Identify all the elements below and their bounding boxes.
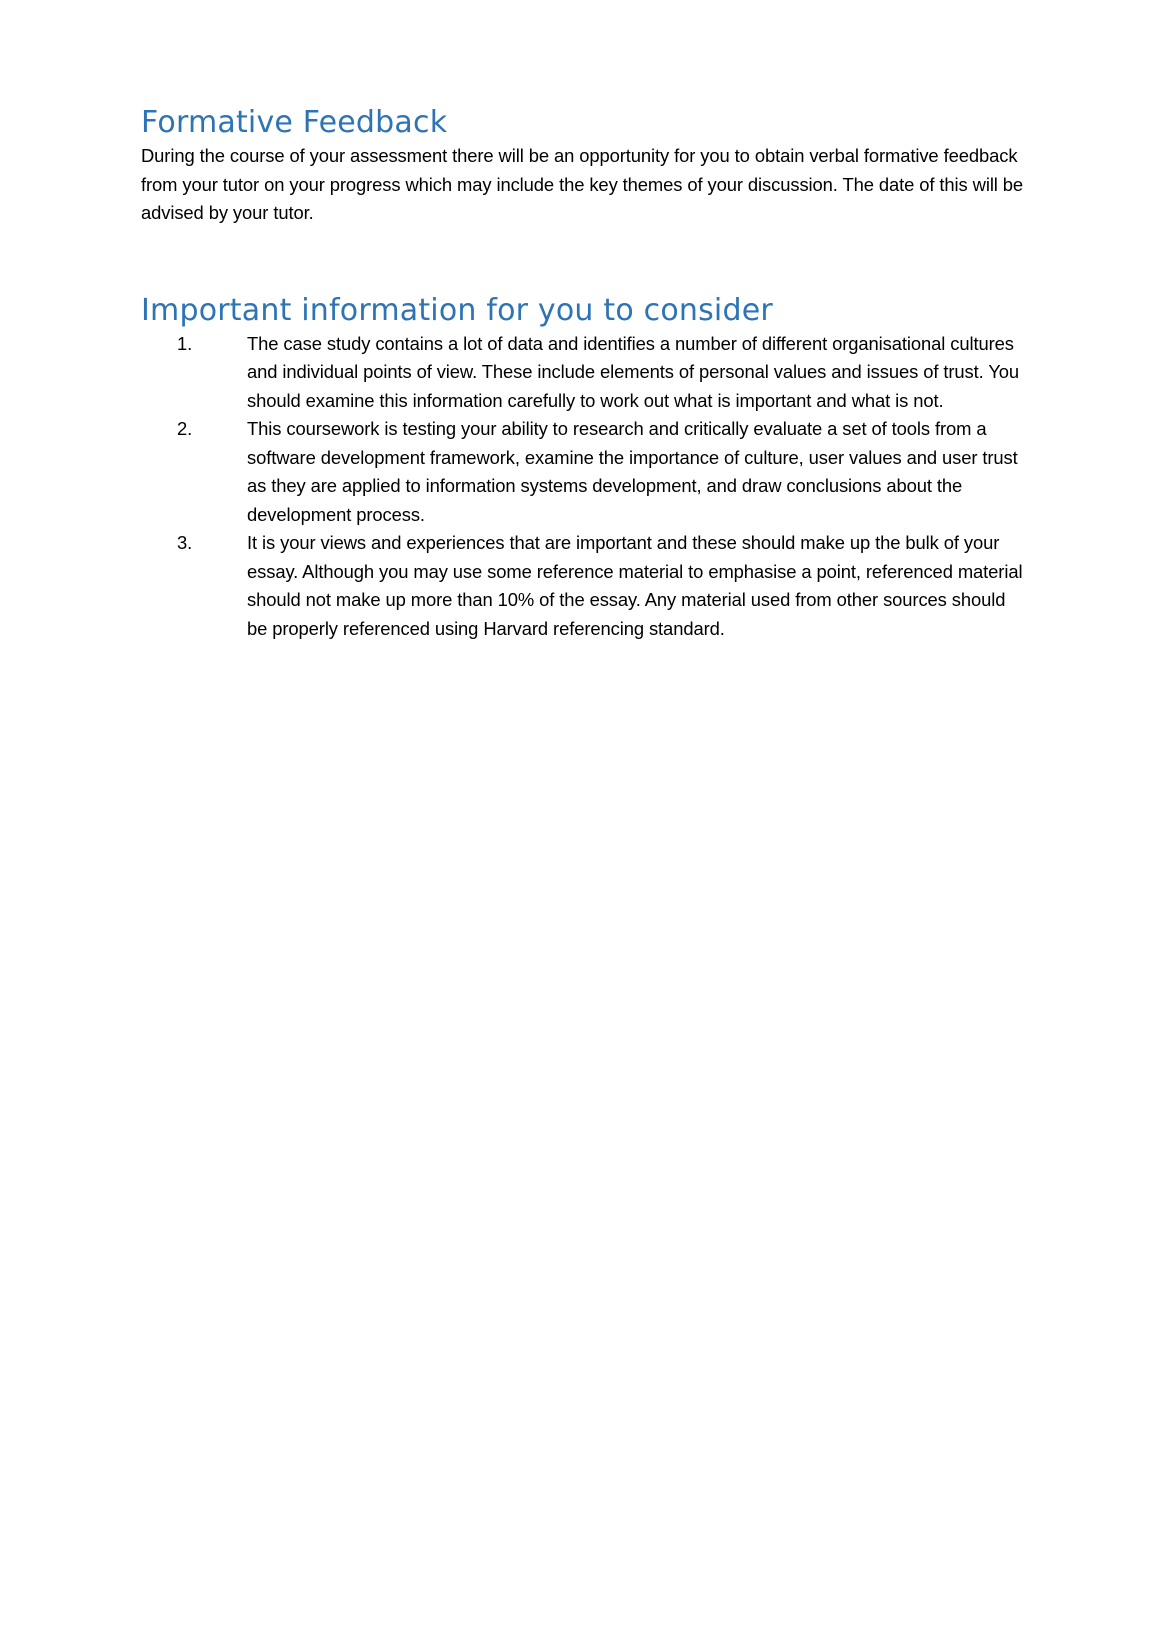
formative-feedback-paragraph: During the course of your assessment there will be an opportunity for you to obtain verbal formative feedback from your tutor on your progress which may include the key themes of your discussion. The date of this will be advised by your tutor. [141, 145, 1024, 223]
list-item-text: It is your views and experiences that are important and these should make up the bulk of your essay. Although you may use some reference material to emphasise a point, referenced material should not make up more than 10% of the essay. Any material used from other sources should be properly referenced using Harvard referencing standard. [247, 532, 1023, 639]
list-item [141, 330, 1029, 416]
list-item-number: 3. [177, 532, 193, 553]
list-item [141, 415, 1029, 529]
list-item-text: The case study contains a lot of data and identifies a number of different organisational cultures and individual points of view. These include elements of personal values and issues of trust. You should examine this information carefully to work out what is important and what is not. [247, 332, 1020, 411]
formative-feedback-heading: Formative Feedback [141, 105, 448, 140]
important-information-heading: Important information for you to consider [141, 292, 773, 328]
list-item [141, 529, 1029, 643]
section-spacer [141, 228, 1029, 292]
list-item-number: 2. [177, 418, 193, 439]
list-item-text: This coursework is testing your ability to research and critically evaluate a set of tools from a software development framework, examine the importance of culture, user values and user trust as they are applied to information systems development, and draw conclusions about the development process. [247, 418, 1018, 525]
page-content [141, 104, 1029, 643]
list-item-number: 1. [177, 332, 193, 354]
important-information-list [141, 330, 1029, 644]
